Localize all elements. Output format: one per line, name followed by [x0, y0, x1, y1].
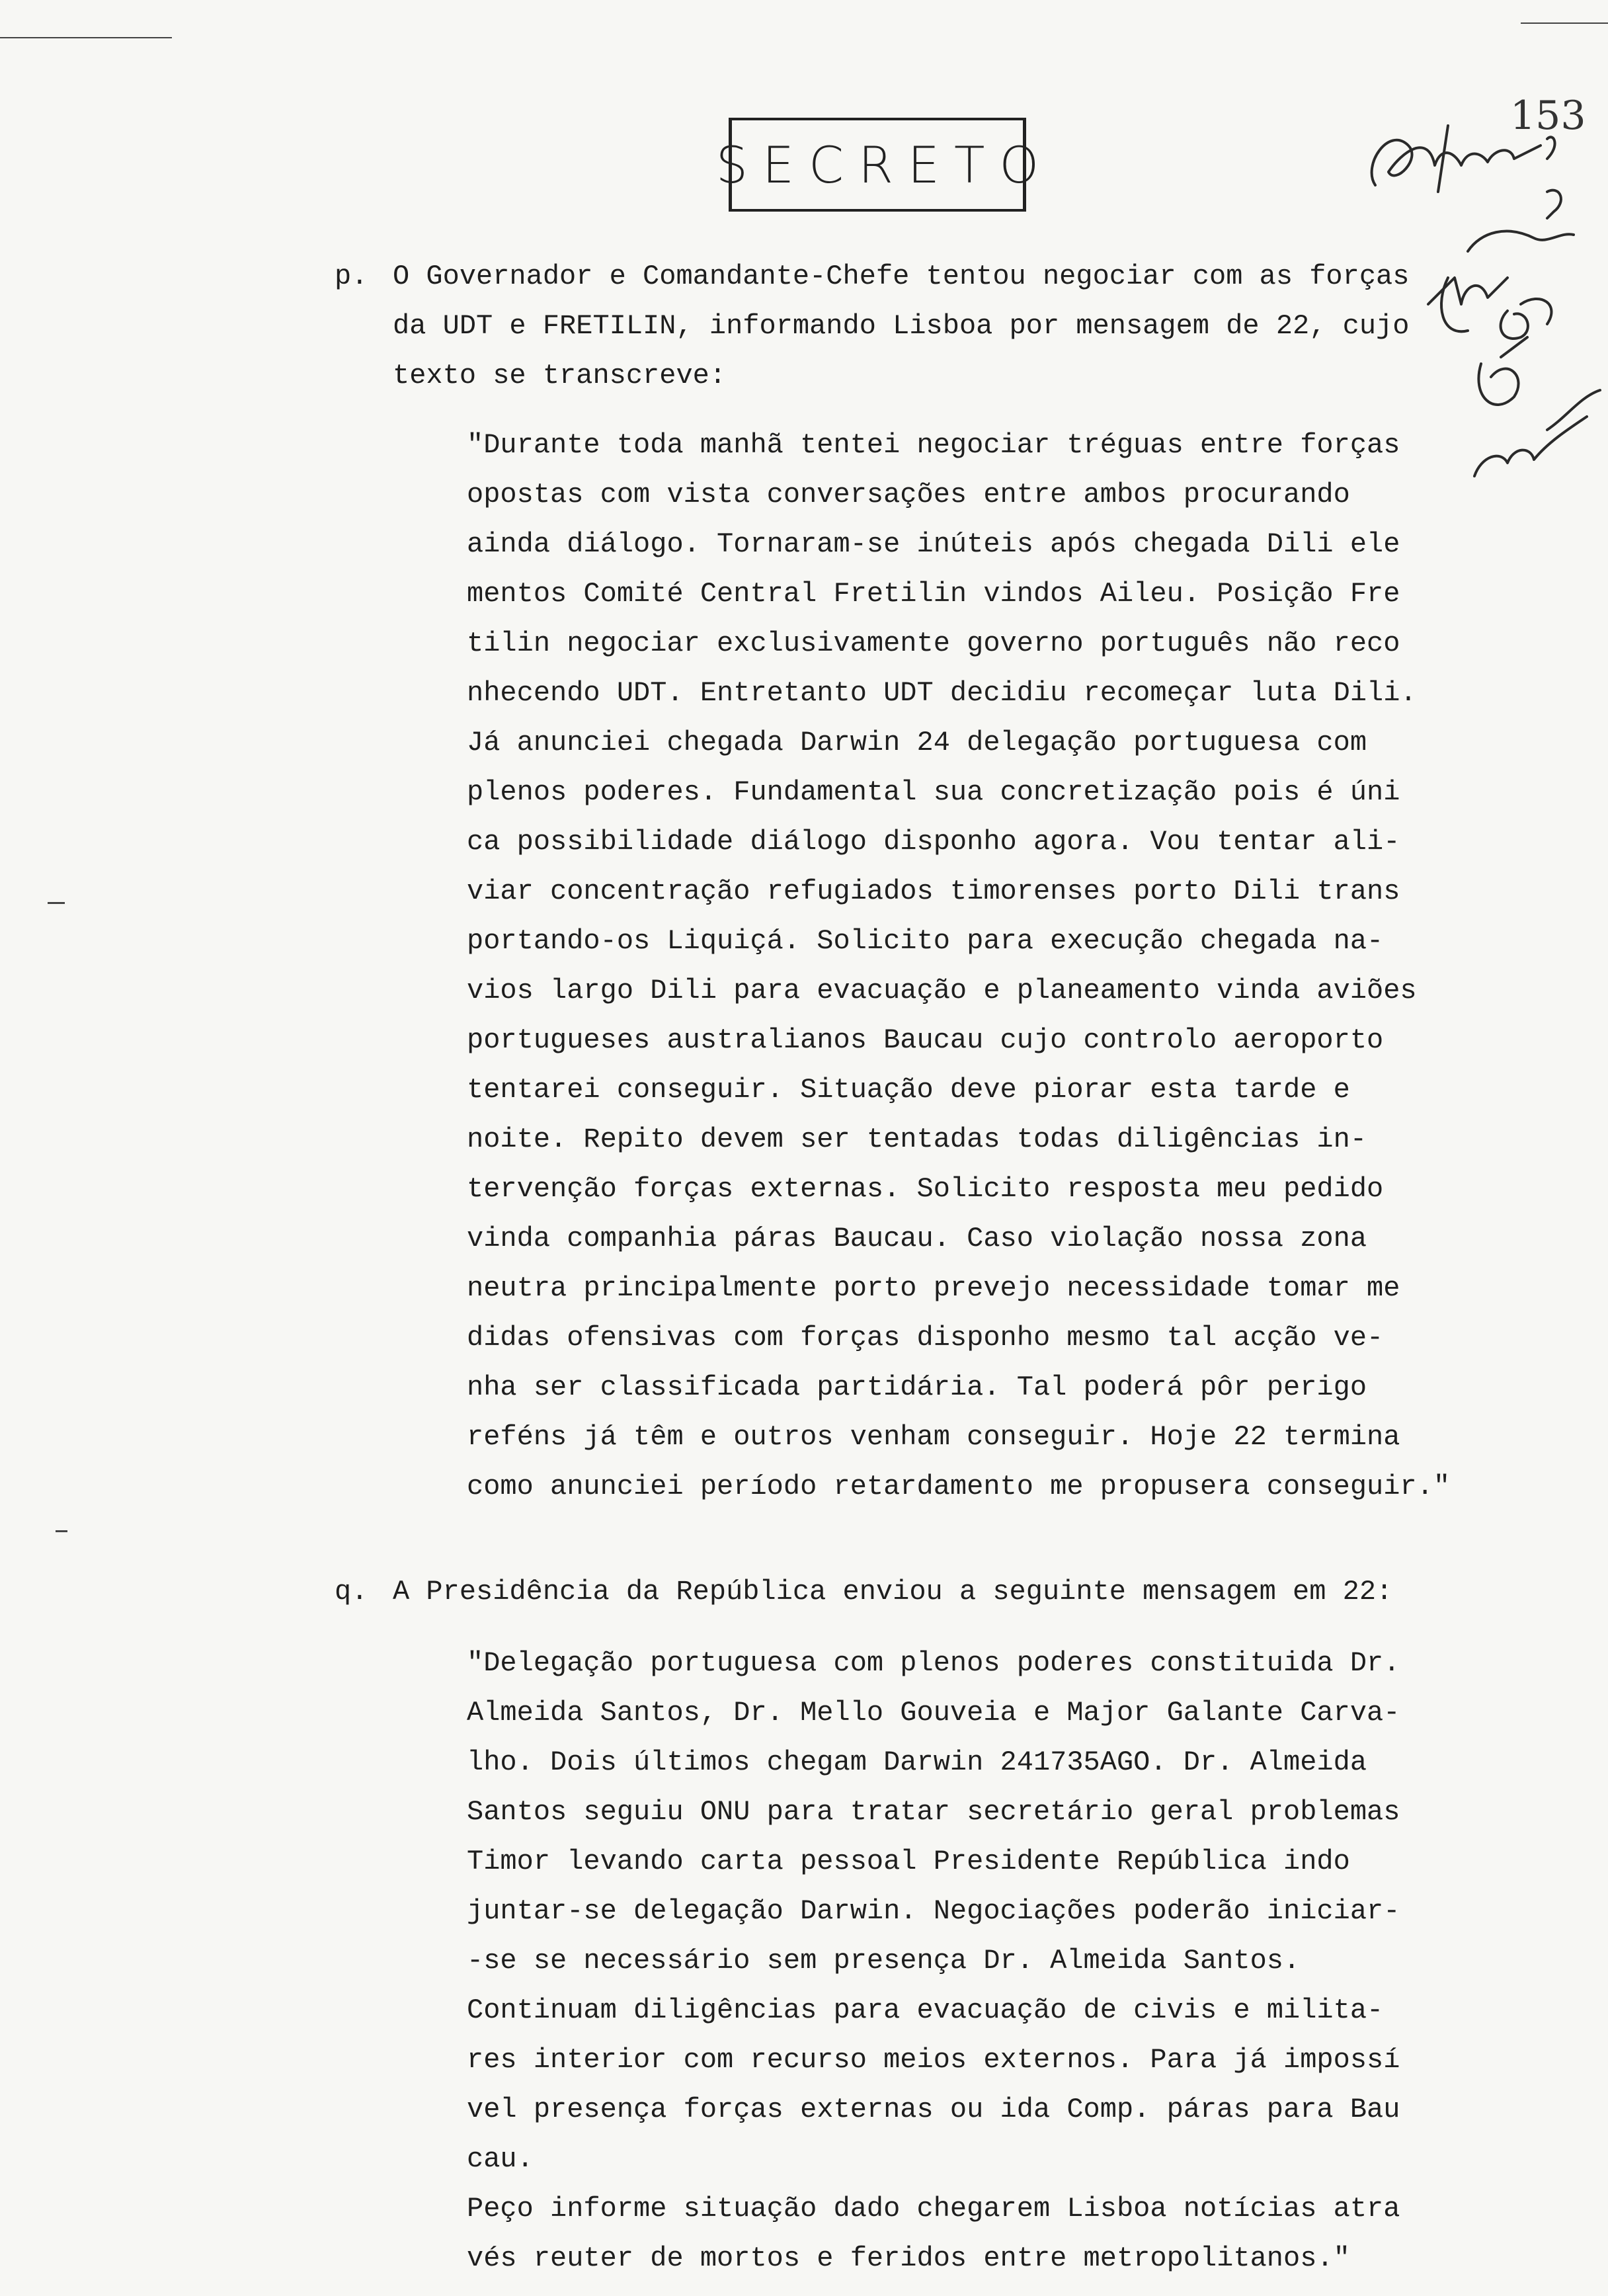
- scan-mark-left-2: [56, 1530, 67, 1532]
- item-marker-q: q.: [335, 1576, 368, 1608]
- text-line: texto se transcreve:: [393, 360, 727, 391]
- text-line: tentarei conseguir. Situação deve piorar esta tarde e: [467, 1074, 1350, 1106]
- text-line: Continuam diligências para evacuação de civis e milita-: [467, 1994, 1384, 2026]
- text-line: Santos seguiu ONU para tratar secretário geral problemas: [467, 1796, 1400, 1828]
- text-line: cau.: [467, 2143, 534, 2175]
- text-line: O Governador e Comandante-Chefe tentou negociar com as forças: [393, 261, 1410, 292]
- quoted-message-p: [467, 421, 1558, 1512]
- text-line: tilin negociar exclusivamente governo português não reco: [467, 628, 1400, 659]
- text-line: vés reuter de mortos e feridos entre metropolitanos.": [467, 2242, 1350, 2274]
- text-line: neutra principalmente porto prevejo necessidade tomar me: [467, 1272, 1400, 1304]
- text-line: como anunciei período retardamento me propusera conseguir.": [467, 1471, 1451, 1502]
- text-line: "Durante toda manhã tentei negociar tréguas entre forças: [467, 429, 1400, 461]
- text-line: res interior com recurso meios externos. Para já impossí: [467, 2044, 1400, 2076]
- text-line: portando-os Liquiçá. Solicito para execução chegada na-: [467, 925, 1384, 957]
- quoted-message-q: [467, 1639, 1558, 2283]
- text-line: ca possibilidade diálogo disponho agora. Vou tentar ali-: [467, 826, 1400, 858]
- text-line: Já anunciei chegada Darwin 24 delegação portuguesa com: [467, 727, 1367, 758]
- text-line: opostas com vista conversações entre ambos procurando: [467, 479, 1350, 511]
- text-line: plenos poderes. Fundamental sua concretização pois é úni: [467, 776, 1400, 808]
- stamp-text: SECRETO: [715, 135, 1054, 194]
- text-line: lho. Dois últimos chegam Darwin 241735AGO. Dr. Almeida: [467, 1746, 1367, 1778]
- text-line: juntar-se delegação Darwin. Negociações poderão iniciar-: [467, 1895, 1400, 1927]
- paragraph-p-body: [393, 252, 1409, 401]
- item-marker-p: p.: [335, 261, 368, 292]
- text-line: portugueses australianos Baucau cujo controlo aeroporto: [467, 1024, 1384, 1056]
- scan-mark-top-left: [0, 37, 172, 38]
- text-line: Timor levando carta pessoal Presidente República indo: [467, 1846, 1350, 1877]
- scan-mark-top-right: [1521, 22, 1608, 24]
- text-line: nhecendo UDT. Entretanto UDT decidiu recomeçar luta Dili.: [467, 677, 1417, 709]
- text-line: "Delegação portuguesa com plenos poderes constituida Dr.: [467, 1647, 1400, 1679]
- text-line: -se se necessário sem presença Dr. Almeida Santos.: [467, 1945, 1301, 1977]
- text-line: reféns já têm e outros venham conseguir. Hoje 22 termina: [467, 1421, 1400, 1453]
- text-line: noite. Repito devem ser tentadas todas diligências in-: [467, 1124, 1367, 1155]
- text-line: vinda companhia páras Baucau. Caso violação nossa zona: [467, 1223, 1367, 1254]
- text-line: ainda diálogo. Tornaram-se inúteis após chegada Dili ele: [467, 528, 1400, 560]
- text-line: vel presença forças externas ou ida Comp. páras para Bau: [467, 2094, 1400, 2125]
- text-line: nha ser classificada partidária. Tal poderá pôr perigo: [467, 1372, 1367, 1403]
- text-line: A Presidência da República enviou a seguinte mensagem em 22:: [393, 1576, 1393, 1608]
- text-line: Almeida Santos, Dr. Mello Gouveia e Major Galante Carva-: [467, 1697, 1400, 1729]
- paragraph-q-body: [393, 1567, 1392, 1617]
- page-number: 153: [1510, 93, 1586, 139]
- text-line: da UDT e FRETILIN, informando Lisboa por mensagem de 22, cujo: [393, 310, 1410, 342]
- classification-stamp: [715, 118, 1054, 212]
- text-line: viar concentração refugiados timorenses porto Dili trans: [467, 876, 1400, 907]
- scan-mark-left-1: [48, 902, 65, 904]
- text-line: mentos Comité Central Fretilin vindos Aileu. Posição Fre: [467, 578, 1400, 610]
- text-line: vios largo Dili para evacuação e planeamento vinda aviões: [467, 975, 1417, 1006]
- text-line: didas ofensivas com forças disponho mesmo tal acção ve-: [467, 1322, 1384, 1354]
- text-line: tervenção forças externas. Solicito resposta meu pedido: [467, 1173, 1384, 1205]
- text-line: Peço informe situação dado chegarem Lisboa notícias atra: [467, 2193, 1400, 2225]
